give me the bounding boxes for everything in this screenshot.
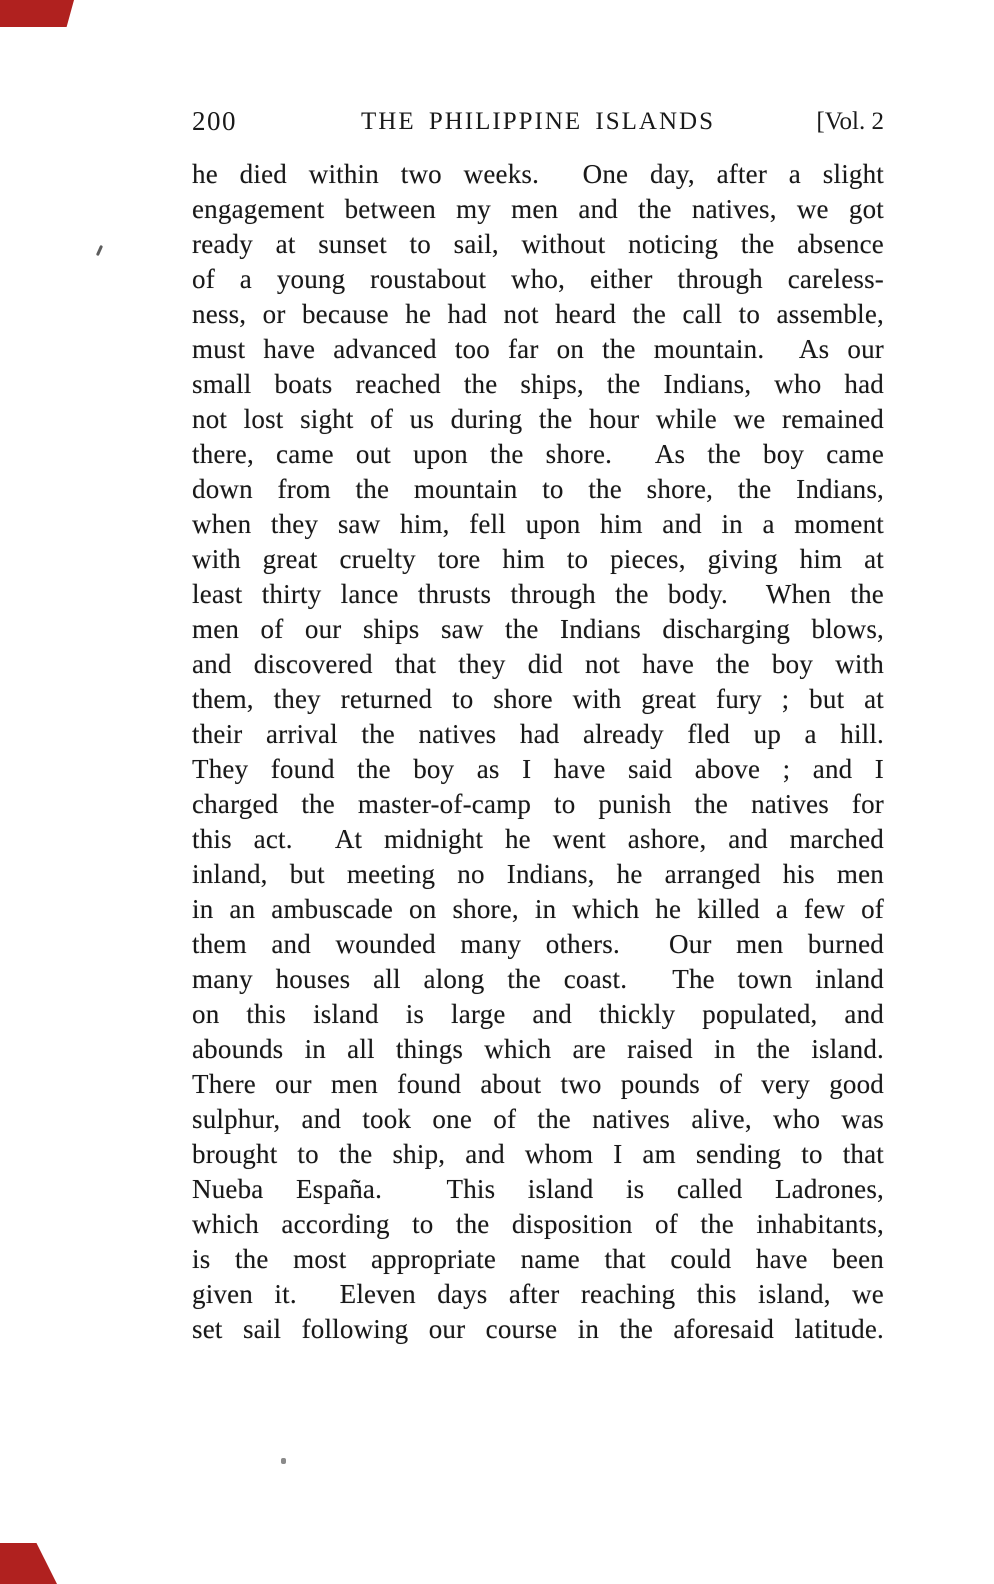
text-line: engagement between my men and the natives, we got [192,194,884,224]
text-line: sulphur, and took one of the natives alive, who was [192,1104,884,1134]
text-line: must have advanced too far on the mountain. As our [192,334,884,364]
text-line: many houses all along the coast. The town inland [192,964,884,994]
text-line: down from the mountain to the shore, the Indians, [192,474,884,504]
text-line: small boats reached the ships, the Indians, who had [192,369,884,399]
scan-corner-mark-bottom-left [0,1543,57,1584]
text-line: on this island is large and thickly populated, and [192,999,884,1029]
volume-label: [Vol. 2 [816,108,884,135]
scan-corner-mark-top-left [0,0,74,27]
text-line: They found the boy as I have said above ; and I [192,754,884,784]
scan-speck [96,245,103,256]
text-line: inland, but meeting no Indians, he arranged his men [192,859,884,889]
text-line: given it. Eleven days after reaching this island, we [192,1279,884,1309]
page-number: 200 [192,106,237,136]
text-line: them and wounded many others. Our men burned [192,929,884,959]
text-line: he died within two weeks. One day, after a slight [192,159,884,189]
text-line: ready at sunset to sail, without noticing the absence [192,229,884,259]
text-line: set sail following our course in the aforesaid latitude. [192,1314,884,1344]
text-line: in an ambuscade on shore, in which he killed a few of [192,894,884,924]
text-line: abounds in all things which are raised in the island. [192,1034,884,1064]
text-line: not lost sight of us during the hour while we remained [192,404,884,434]
text-line: least thirty lance thrusts through the body. When the [192,579,884,609]
text-line: is the most appropriate name that could have been [192,1244,884,1274]
text-line: ness, or because he had not heard the call to assemble, [192,299,884,329]
text-line: there, came out upon the shore. As the boy came [192,439,884,469]
text-line: when they saw him, fell upon him and in a moment [192,509,884,539]
page-body-text [192,157,884,1347]
text-line: brought to the ship, and whom I am sending to that [192,1139,884,1169]
text-line: and discovered that they did not have the boy with [192,649,884,679]
text-line: men of our ships saw the Indians discharging blows, [192,614,884,644]
running-header [192,108,884,140]
running-title: THE PHILIPPINE ISLANDS [361,108,715,135]
scan-speck [281,1458,286,1464]
text-line: charged the master-of-camp to punish the natives for [192,789,884,819]
text-line: There our men found about two pounds of very good [192,1069,884,1099]
text-line: them, they returned to shore with great fury ; but at [192,684,884,714]
text-line: their arrival the natives had already fled up a hill. [192,719,884,749]
text-line: Nueba España. This island is called Ladrones, [192,1174,884,1204]
text-line: of a young roustabout who, either through careless- [192,264,884,294]
text-line: this act. At midnight he went ashore, and marched [192,824,884,854]
text-line: with great cruelty tore him to pieces, giving him at [192,544,884,574]
text-line: which according to the disposition of the inhabitants, [192,1209,884,1239]
